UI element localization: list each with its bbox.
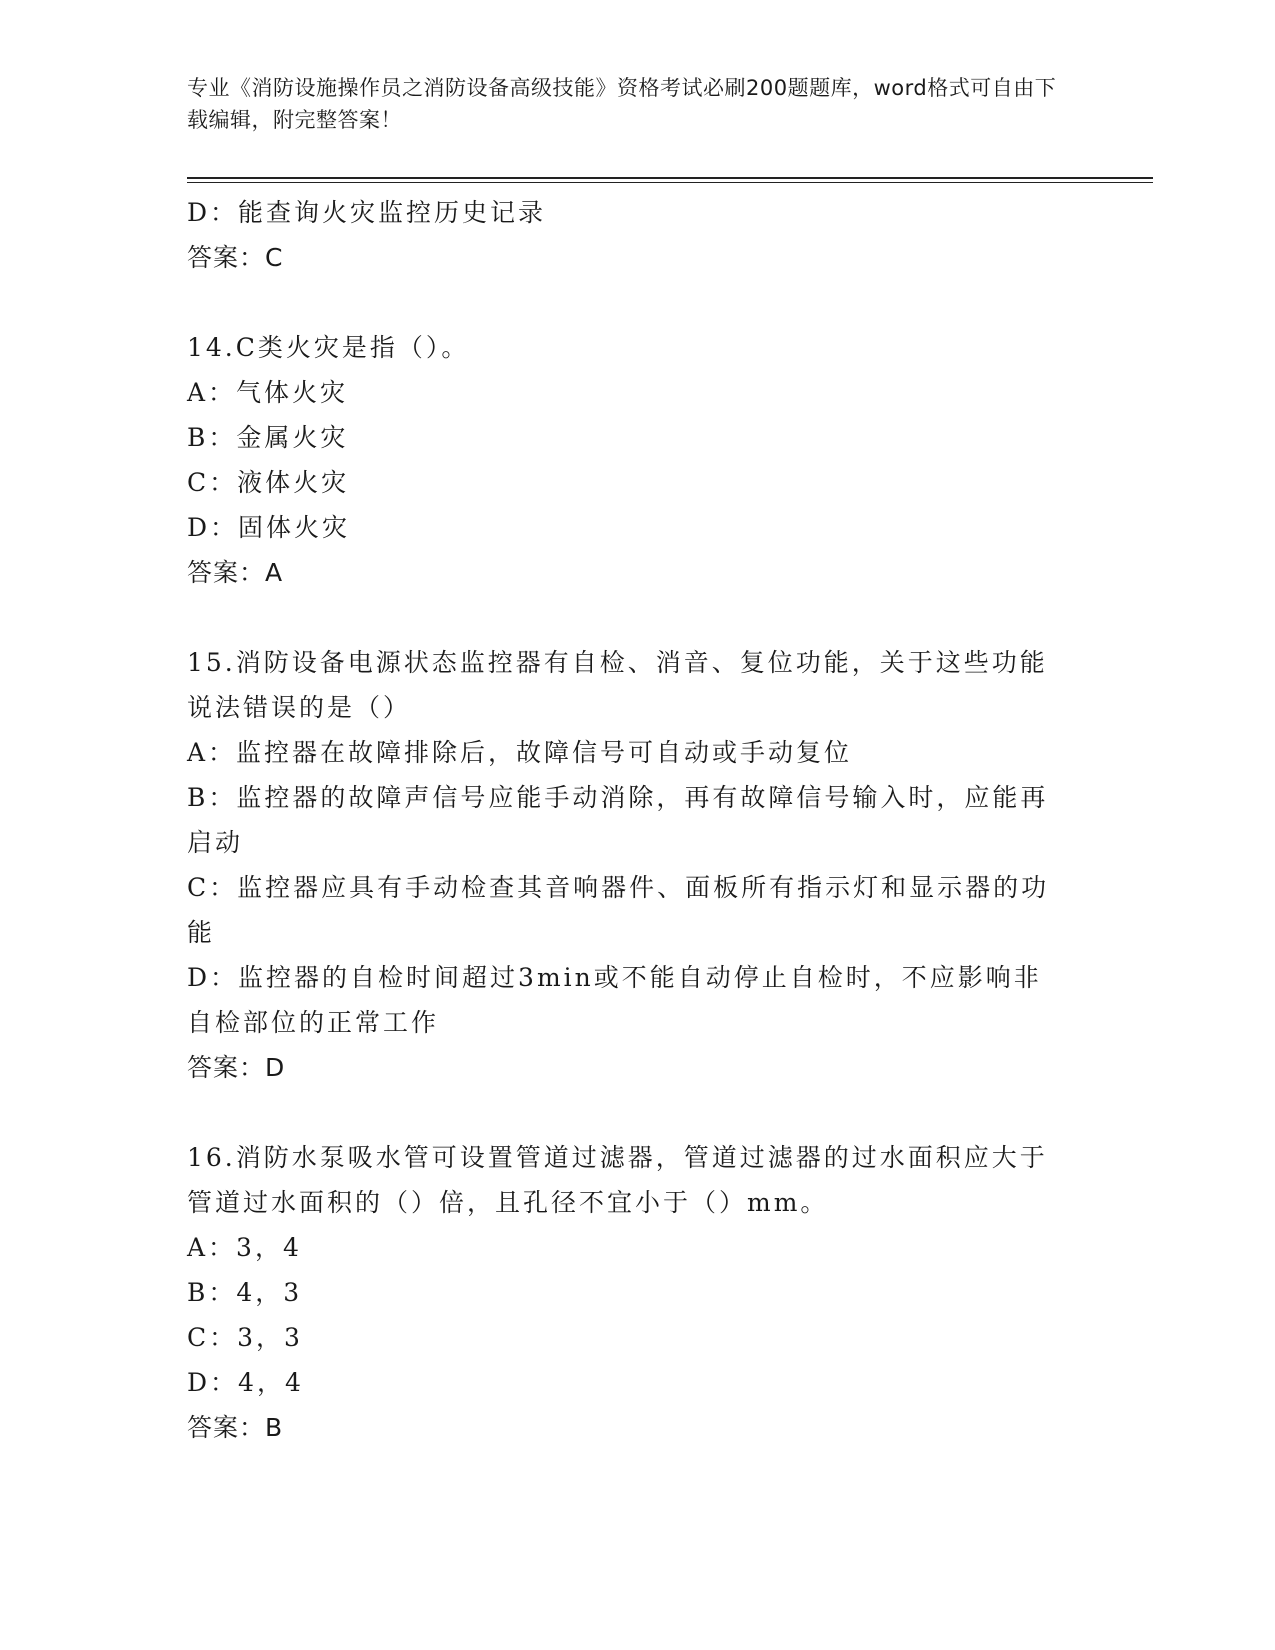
header-rule-thick — [187, 177, 1153, 179]
option-c: C：液体火灾 — [187, 468, 350, 497]
option-d: D：固体火灾 — [187, 513, 351, 542]
question-block-15 — [187, 640, 1067, 1090]
option-a: A：监控器在故障排除后，故障信号可自动或手动复位 — [187, 738, 853, 767]
option-c: C：监控器应具有手动检查其音响器件、面板所有指示灯和显示器的功 — [187, 873, 1050, 902]
question-stem: 15.消防设备电源状态监控器有自检、消音、复位功能，关于这些功能 — [187, 648, 1048, 677]
answer-line: 答案：B — [187, 1413, 284, 1442]
option-b: B：监控器的故障声信号应能手动消除，再有故障信号输入时，应能再 — [187, 783, 1049, 812]
answer-line: 答案：A — [187, 558, 284, 587]
answer-line: 答案：C — [187, 243, 284, 272]
question-list — [187, 190, 1067, 1450]
question-block-14 — [187, 325, 1067, 595]
option-d: D：能查询火灾监控历史记录 — [187, 198, 547, 227]
document-header: 专业《消防设施操作员之消防设备高级技能》资格考试必刷200题题库，word格式可自由下载编辑，附完整答案！ — [187, 76, 1057, 132]
option-c-continued: 能 — [187, 918, 216, 947]
question-stem-continued: 说法错误的是（） — [187, 693, 412, 722]
option-c: C：3，3 — [187, 1323, 303, 1352]
header-rule-thin — [187, 182, 1153, 183]
question-stem-continued: 管道过水面积的（）倍，且孔径不宜小于（）mm。 — [187, 1188, 829, 1217]
option-b: B：金属火灾 — [187, 423, 349, 452]
question-stem: 16.消防水泵吸水管可设置管道过滤器，管道过滤器的过水面积应大于 — [187, 1143, 1048, 1172]
option-b-continued: 启动 — [187, 828, 244, 857]
option-d: D：4，4 — [187, 1368, 304, 1397]
question-block-16 — [187, 1135, 1067, 1450]
option-d: D：监控器的自检时间超过3min或不能自动停止自检时，不应影响非 — [187, 963, 1042, 992]
option-b: B：4，3 — [187, 1278, 303, 1307]
option-d-continued: 自检部位的正常工作 — [187, 1008, 440, 1037]
question-stem: 14.C类火灾是指（）。 — [187, 333, 470, 362]
option-a: A：气体火灾 — [187, 378, 349, 407]
answer-line: 答案：D — [187, 1053, 286, 1082]
option-a: A：3，4 — [187, 1233, 302, 1262]
